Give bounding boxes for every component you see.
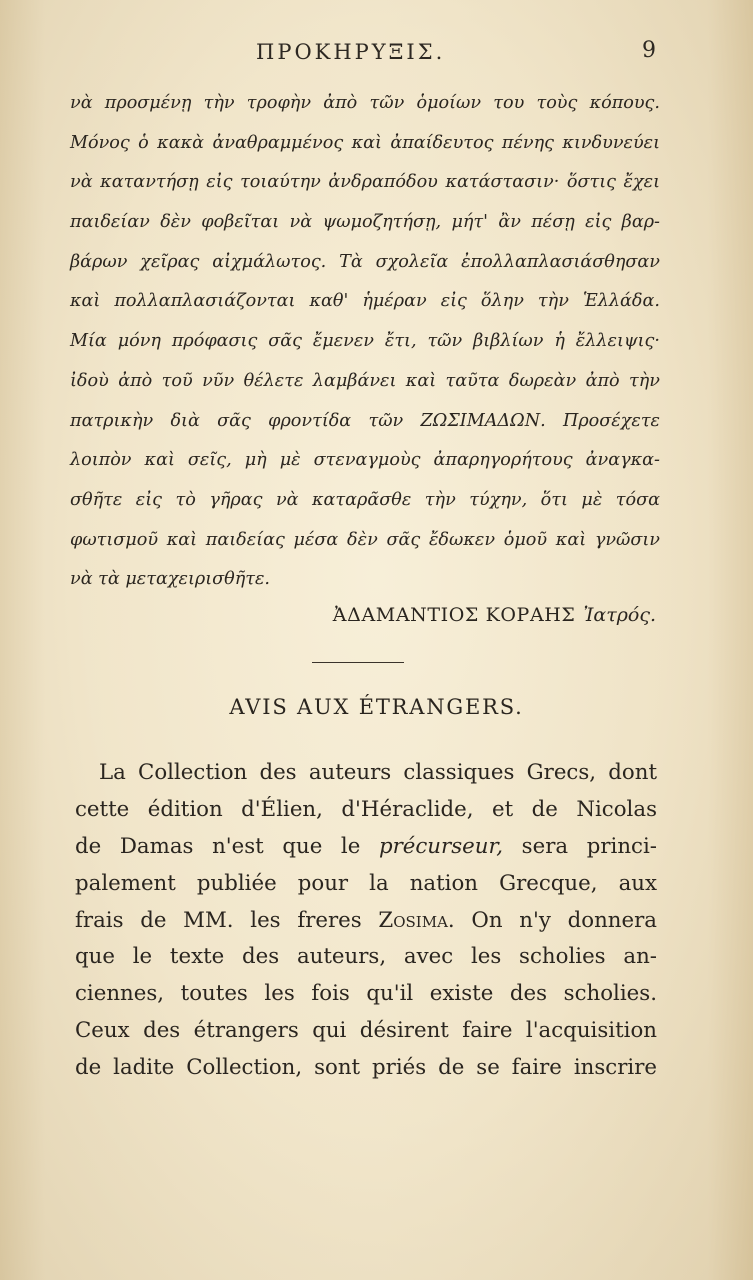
- greek-line: νὰ τὰ μεταχειρισθῆτε.: [70, 569, 271, 590]
- french-line-text: frais de MM. les freres: [75, 907, 379, 933]
- section-title: AVIS AUX ÉTRANGERS.: [229, 695, 524, 719]
- french-line: de ladite Collection, sont priés de se faire inscrire: [75, 1055, 657, 1081]
- french-line: ciennes, toutes les fois qu'il existe des scholies.: [75, 981, 657, 1007]
- greek-line: νὰ προσμένῃ τὴν τροφὴν ἀπὸ τῶν ὁμοίων του τοὺς κόπους.: [70, 93, 660, 113]
- running-title: ΠΡΟΚΗΡΥΞΙΣ.: [256, 40, 446, 64]
- french-notice-text: [75, 755, 657, 1087]
- greek-line: φωτισμοῦ καὶ παιδείας μέσα δὲν σᾶς ἔδωκεν ὁμοῦ καὶ γνῶσιν: [70, 529, 660, 550]
- signature-role: Ἰατρός.: [583, 604, 656, 626]
- greek-proclamation-text: [70, 84, 660, 600]
- greek-line: πατρικὴν διὰ σᾶς φροντίδα τῶν ΖΩΣΙΜΑΔΩΝ. Προσέχετε: [70, 410, 660, 431]
- french-line: [75, 903, 657, 940]
- greek-line: Μόνος ὁ κακὰ ἀναθραμμένος καὶ ἀπαίδευτος πένης κινδυνεύει: [70, 132, 660, 153]
- page-number: 9: [642, 38, 656, 63]
- french-line: que le texte des auteurs, avec les scholies an-: [75, 944, 657, 970]
- greek-line: παιδείαν δὲν φοβεῖται νὰ ψωμοζητήσῃ, μήτ' ἂν πέσῃ εἰς βαρ-: [70, 212, 660, 233]
- publisher-name: Zosima: [378, 907, 448, 933]
- french-line-text: sera princi-: [503, 833, 657, 859]
- french-line-text: de Damas n'est que le: [75, 833, 379, 859]
- greek-line: λοιπὸν καὶ σεῖς, μὴ μὲ στεναγμοὺς ἀπαρηγορήτους ἀναγκα-: [70, 450, 660, 471]
- signature-name: ἈΔΑΜΑΝΤΙΟΣ ΚΟΡΑΗΣ: [332, 604, 576, 626]
- french-line-text: . On n'y donnera: [447, 907, 657, 933]
- running-head: [0, 38, 753, 72]
- french-line: [75, 829, 657, 866]
- greek-line: ἰδοὺ ἀπὸ τοῦ νῦν θέλετε λαμβάνει καὶ ταῦτα δωρεὰν ἀπὸ τὴν: [70, 370, 660, 391]
- french-line: La Collection des auteurs classiques Grecs, dont: [99, 760, 657, 785]
- greek-line: καὶ πολλαπλασιάζονται καθ' ἡμέραν εἰς ὅλην τὴν Ἑλλάδα.: [70, 291, 660, 312]
- french-line: palement publiée pour la nation Grecque, aux: [75, 870, 657, 896]
- emphasized-word: précurseur,: [378, 833, 504, 859]
- greek-line: νὰ καταντήσῃ εἰς τοιαύτην ἀνδραπόδου κατάστασιν· ὅστις ἔχει: [70, 172, 660, 193]
- greek-line: βάρων χεῖρας αἰχμάλωτος. Τὰ σχολεῖα ἐπολλαπλασιάσθησαν: [70, 251, 660, 272]
- french-line: Ceux des étrangers qui désirent faire l'acquisition: [75, 1018, 657, 1044]
- french-line: cette édition d'Élien, d'Héraclide, et de Nicolas: [75, 796, 657, 822]
- section-divider: [312, 662, 404, 663]
- greek-line: Μία μόνη πρόφασις σᾶς ἔμενεν ἔτι, τῶν βιβλίων ἡ ἔλλειψις·: [70, 331, 660, 352]
- greek-line: σθῆτε εἰς τὸ γῆρας νὰ καταρᾶσθε τὴν τύχην, ὅτι μὲ τόσα: [70, 489, 660, 510]
- author-signature: [0, 604, 656, 626]
